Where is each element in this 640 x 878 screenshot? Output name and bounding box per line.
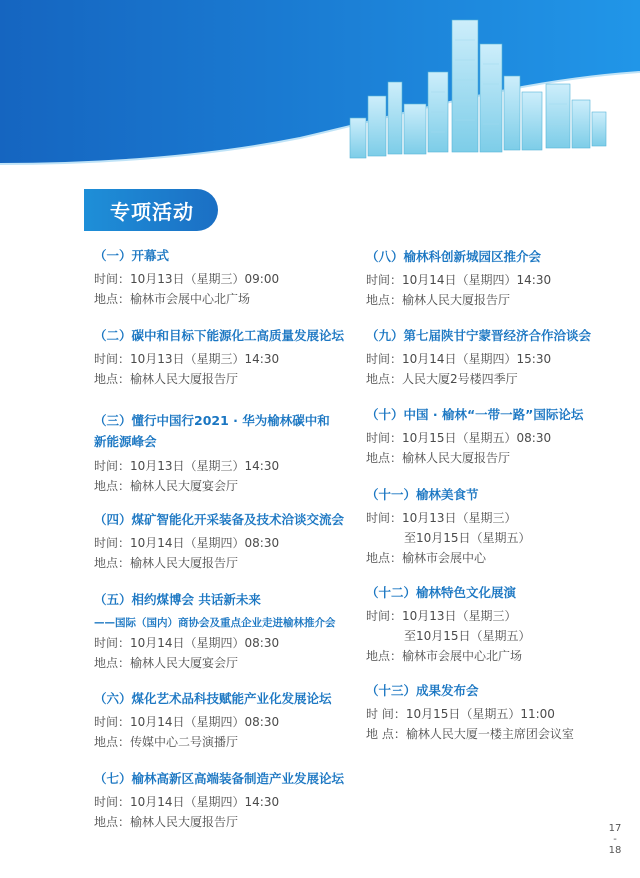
page-number-left: 17	[608, 823, 622, 834]
event-time: 时间：10月14日（星期四）08:30	[94, 636, 280, 650]
event-place: 地点：传媒中心二号演播厅	[94, 735, 239, 749]
event-item	[94, 690, 332, 750]
event-title: （十）中国 · 榆林“一带一路”国际论坛	[366, 407, 584, 422]
header-banner	[0, 0, 640, 170]
event-time: 时间：10月14日（星期四）14:30	[366, 273, 552, 287]
event-time-end: 至10月15日（星期五）	[404, 629, 531, 643]
event-title: （一）开幕式	[94, 248, 170, 263]
event-time: 时间：10月14日（星期四）08:30	[94, 715, 280, 729]
event-place: 地点：榆林人民大厦报告厅	[94, 372, 239, 386]
event-item	[94, 591, 336, 671]
event-item	[366, 682, 574, 742]
event-place: 地 点：榆林人民大厦一楼主席团会议室	[366, 727, 574, 741]
event-place: 地点：人民大厦2号楼四季厅	[366, 372, 518, 386]
event-place: 地点：榆林人民大厦报告厅	[366, 451, 511, 465]
event-title: （五）相约煤博会 共话新未来	[94, 592, 261, 607]
event-item	[94, 770, 344, 830]
event-time: 时间：10月14日（星期四）08:30	[94, 536, 280, 550]
event-time: 时间：10月13日（星期三）	[366, 609, 517, 623]
page-number-separator: -	[613, 834, 617, 845]
event-title: （十一）榆林美食节	[366, 487, 479, 502]
event-time: 时间：10月13日（星期三）09:00	[94, 272, 280, 286]
event-place: 地点：榆林市会展中心北广场	[366, 649, 523, 663]
page-number	[604, 823, 626, 856]
event-time-end: 至10月15日（星期五）	[404, 531, 531, 545]
event-item	[366, 584, 531, 664]
event-item	[366, 486, 531, 566]
event-time: 时 间：10月15日（星期五）11:00	[366, 707, 555, 721]
event-place: 地点：榆林人民大厦报告厅	[94, 815, 239, 829]
event-time: 时间：10月13日（星期三）14:30	[94, 459, 280, 473]
section-title: 专项活动	[84, 189, 218, 231]
event-time: 时间：10月14日（星期四）15:30	[366, 352, 552, 366]
event-subtitle: ——国际（国内）商协会及重点企业走进榆林推介会	[94, 617, 336, 629]
event-item	[366, 406, 583, 466]
event-place: 地点：榆林人民大厦报告厅	[366, 293, 511, 307]
event-item	[94, 511, 344, 571]
event-title: （七）榆林高新区高端装备制造产业发展论坛	[94, 771, 345, 786]
event-place: 地点：榆林人民大厦报告厅	[94, 556, 239, 570]
event-title: （九）第七届陕甘宁蒙晋经济合作洽谈会	[366, 328, 592, 343]
event-title: （四）煤矿智能化开采装备及技术洽谈交流会	[94, 512, 345, 527]
event-title: （十二）榆林特色文化展演	[366, 585, 517, 600]
event-title: （二）碳中和目标下能源化工高质量发展论坛	[94, 328, 345, 343]
event-title: （八）榆林科创新城园区推介会	[366, 249, 542, 264]
event-item	[94, 327, 344, 387]
event-item	[94, 410, 334, 494]
event-title: （三）懂行中国行2021 · 华为榆林碳中和新能源峰会	[94, 413, 330, 449]
event-time: 时间：10月15日（星期五）08:30	[366, 431, 552, 445]
event-place: 地点：榆林人民大厦宴会厅	[94, 479, 239, 493]
event-place: 地点：榆林市会展中心北广场	[94, 292, 251, 306]
event-time: 时间：10月14日（星期四）14:30	[94, 795, 280, 809]
event-time: 时间：10月13日（星期三）14:30	[94, 352, 280, 366]
page-number-right: 18	[608, 845, 622, 856]
event-title: （十三）成果发布会	[366, 683, 479, 698]
event-item	[366, 248, 551, 308]
event-item	[94, 247, 279, 307]
event-item	[366, 327, 591, 387]
event-place: 地点：榆林人民大厦宴会厅	[94, 656, 239, 670]
event-title: （六）煤化艺术品科技赋能产业化发展论坛	[94, 691, 332, 706]
event-time: 时间：10月13日（星期三）	[366, 511, 517, 525]
event-place: 地点：榆林市会展中心	[366, 551, 487, 565]
